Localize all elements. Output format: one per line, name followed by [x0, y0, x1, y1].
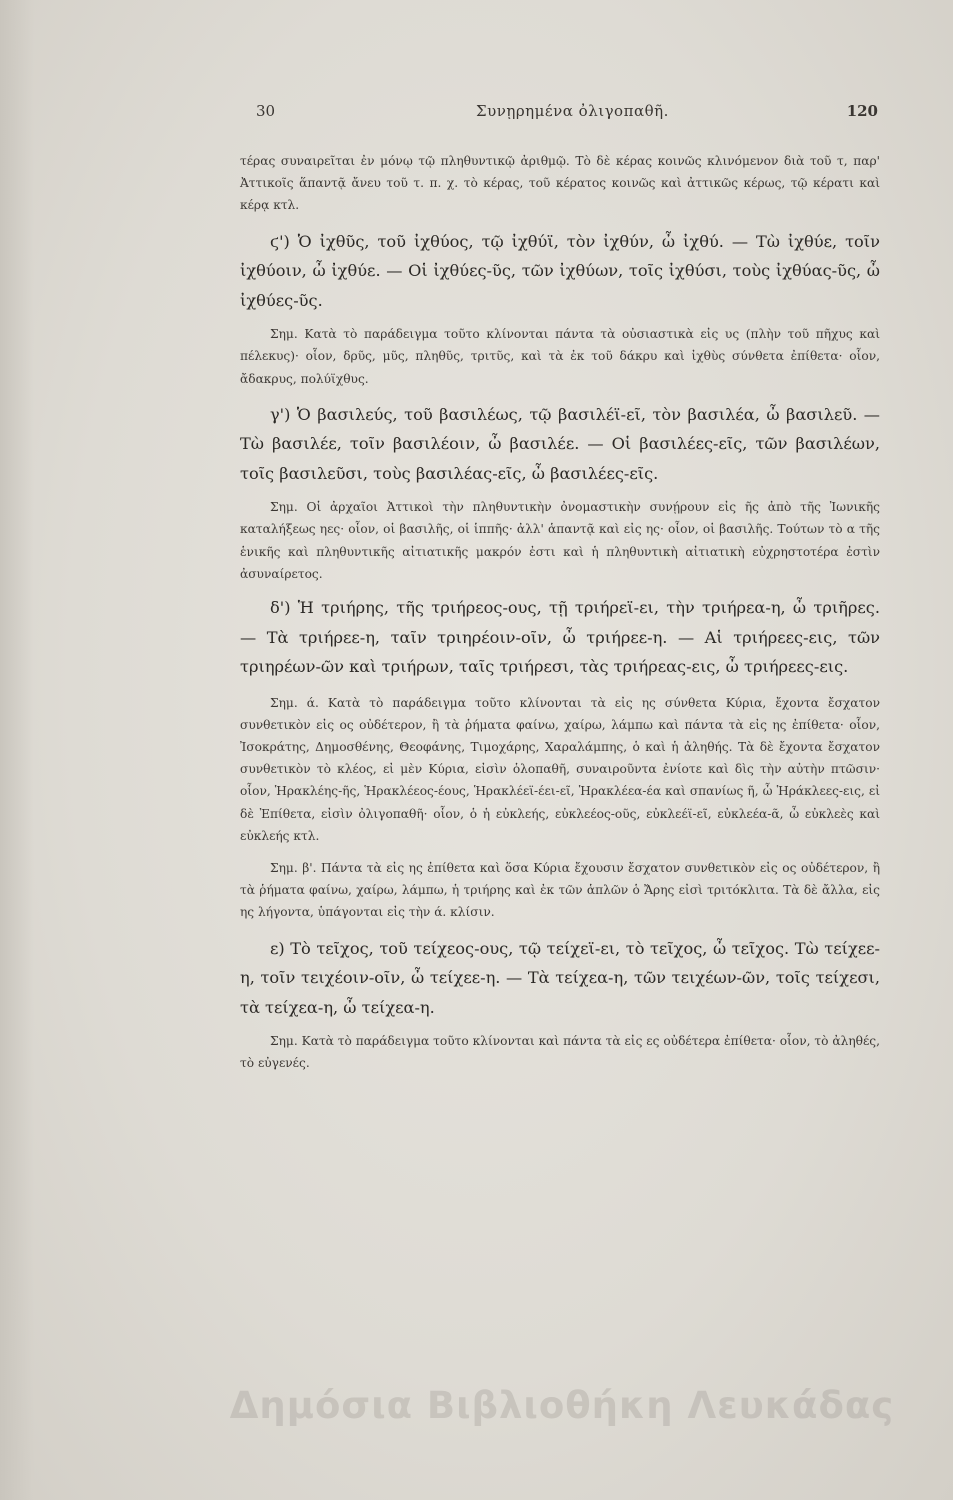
paradigm-paragraph: ϛ') Ὁ ἰχθῦς, τοῦ ἰχθύος, τῷ ἰχθύϊ, τὸν ἰχθύν, ὦ ἰχθύ. — Τὼ ἰχθύε, τοῖν ἰχθύοιν, ὦ ἰχθύε. — Οἱ ἰχθύες-ῦς, τῶν ἰχθύων, τοῖς ἰχθύσι, τοὺς ἰχθύας-ῦς, ὦ ἰχθύες-ῦς. — [240, 231, 880, 310]
library-watermark: Δημόσια Βιβλιοθήκη Λευκάδας — [229, 1384, 895, 1427]
running-header — [256, 102, 878, 132]
paradigm-paragraph: γ') Ὁ βασιλεύς, τοῦ βασιλέως, τῷ βασιλέϊ-εῖ, τὸν βασιλέα, ὦ βασιλεῦ. — Τὼ βασιλέε, τοῖν βασιλέοιν, ὦ βασιλέε. — Οἱ βασιλέες-εῖς, τῶν βασιλέων, τοῖς βασιλεῦσι, τοὺς βασιλέας-εῖς, ὦ βασιλέες-εῖς. — [240, 404, 880, 483]
running-title: Συνῃρημένα ὀλιγοπαθῆ. — [476, 102, 669, 120]
page-body — [240, 150, 880, 1074]
note-paragraph: Σημ. β'. Πάντα τὰ εἰς ης ἐπίθετα καὶ ὅσα Κύρια ἔχουσιν ἔσχατον συνθετικὸν εἰς ος οὐδέτερον, ἢ τὰ ῥήματα φαίνω, χαίρω, λάμπω, ἡ τριήρης καὶ ἐκ τῶν ἁπλῶν ὁ Ἄρης εἰσὶ τριτόκλιτα. Τὰ δὲ ἄλλα, εἰς ης λήγοντα, ὑπάγονται εἰς τὴν ά. κλίσιν. — [240, 860, 880, 920]
section-number: 120 — [846, 102, 878, 120]
note-paragraph: Σημ. ά. Κατὰ τὸ παράδειγμα τοῦτο κλίνονται τὰ εἰς ης σύνθετα Κύρια, ἔχοντα ἔσχατον συνθετικὸν εἰς ος οὐδέτερον, ἢ τὰ ῥήματα φαίνω, χαίρω, λάμπω καὶ πάντα τὰ εἰς ης ἐπίθετα· οἷον, Ἰσοκράτης, Δημοσθένης, Θεοφάνης, Τιμοχάρης, Χαραλάμπης, ὁ καὶ ἡ ἀληθής. Τὰ δὲ ἔχοντα ἔσχατον συνθετικὸν τὸ κλέος, εἰ μὲν Κύρια, εἰσὶν ὁλοπαθῆ, συναιροῦντα ἐνίοτε καὶ δὶς τὴν αὐτὴν πτῶσιν· οἷον, Ἡρακλέης-ῆς, Ἡρακλέεος-έους, Ἡρακλέεϊ-έει-εῖ, Ἡρακλέεα-έα καὶ σπανίως ῆ, ὦ Ἡράκλεες-εις, εἰ δὲ Ἐπίθετα, εἰσὶν ὀλιγοπαθῆ· οἷον, ὁ ἡ εὐκλεής, εὐκλεέος-οῦς, εὐκλεέϊ-εῖ, εὐκλεέα-ᾶ, ὦ εὐκλεὲς καὶ εὐκλεής κτλ. — [240, 695, 880, 843]
paradigm-paragraph: δ') Ἡ τριήρης, τῆς τριήρεος-ους, τῇ τριήρεϊ-ει, τὴν τριήρεα-η, ὦ τριῆρες. — Τὰ τριήρεε-η, ταῖν τριηρέοιν-οῖν, ὦ τριήρεε-η. — Αἱ τριήρεες-εις, τῶν τριηρέων-ῶν καὶ τριήρων, ταῖς τριήρεσι, τὰς τριήρεας-εις, ὦ τριήρεες-εις. — [240, 598, 880, 677]
page-number: 30 — [256, 102, 276, 120]
note-paragraph: τέρας συναιρεῖται ἐν μόνῳ τῷ πληθυντικῷ ἀριθμῷ. Τὸ δὲ κέρας κοινῶς κλινόμενον διὰ τοῦ τ, παρ' Ἀττικοῖς ἅπαντᾷ ἄνευ τοῦ τ. π. χ. τὸ κέρας, τοῦ κέρατος κοινῶς καὶ ἀττικῶς κέρως, τῷ κέρατι καὶ κέρᾳ κτλ. — [240, 154, 880, 213]
note-paragraph: Σημ. Κατὰ τὸ παράδειγμα τοῦτο κλίνονται πάντα τὰ οὐσιαστικὰ εἰς υς (πλὴν τοῦ πῆχυς καὶ πέλεκυς)· οἷον, δρῦς, μῦς, πληθῦς, τριτῦς, καὶ τὰ ἐκ τοῦ δάκρυ καὶ ἰχθὺς σύνθετα ἐπίθετα· οἷον, ἄδακρυς, πολύϊχθυς. — [240, 327, 880, 386]
note-paragraph: Σημ. Κατὰ τὸ παράδειγμα τοῦτο κλίνονται καὶ πάντα τὰ εἰς ες οὐδέτερα ἐπίθετα· οἷον, τὸ ἀληθές, τὸ εὐγενές. — [240, 1034, 880, 1071]
note-paragraph: Σημ. Οἱ ἀρχαῖοι Ἀττικοὶ τὴν πληθυντικὴν ὀνομαστικὴν συνῄρουν εἰς ῆς ἀπὸ τῆς Ἰωνικῆς καταλήξεως ηες· οἷον, οἱ βασιλῆς, οἱ ἱππῆς· ἀλλ' ἁπαντᾷ καὶ εἰς ης· οἷον, οἱ βασιλῆς. Τούτων τὸ α τῆς ἑνικῆς καὶ πληθυντικῆς αἰτιατικῆς μακρόν ἐστι καὶ ἡ πληθυντικὴ αἰτιατικὴ εὐχρηστοτέρα ἐστὶν ἀσυναίρετος. — [240, 500, 880, 581]
paradigm-paragraph: ε) Τὸ τεῖχος, τοῦ τείχεος-ους, τῷ τείχεϊ-ει, τὸ τεῖχος, ὦ τεῖχος. Τὼ τείχεε-η, τοῖν τειχέοιν-οῖν, ὦ τείχεε-η. — Τὰ τείχεα-η, τῶν τειχέων-ῶν, τοῖς τείχεσι, τὰ τείχεα-η, ὦ τείχεα-η. — [240, 938, 880, 1017]
